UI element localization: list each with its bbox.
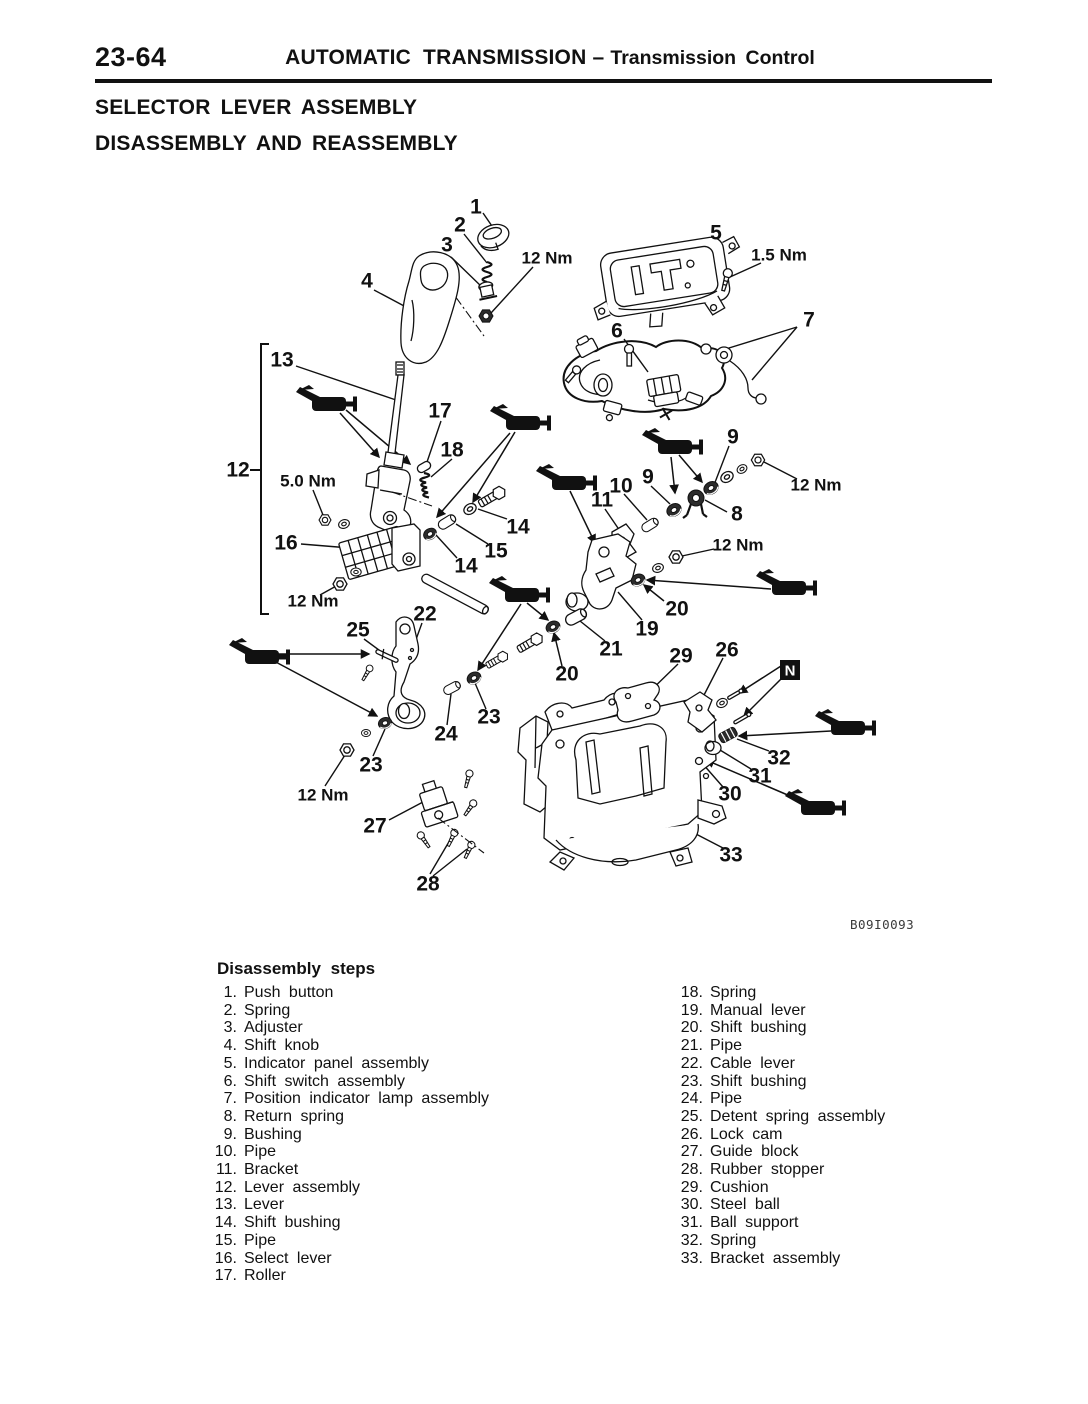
step-label: Spring [710,984,757,1001]
part-number-callout: 21 [599,637,623,661]
step-item [196,1250,489,1268]
shift-bushing-pipe-chain-upper [421,485,507,542]
step-number: 2. [223,1001,237,1019]
step-item [662,1161,885,1179]
steps-column-left [196,984,489,1285]
torque-spec-label: 12 Nm [297,785,349,805]
step-number: 14. [214,1214,237,1232]
push-button-part [475,220,514,254]
step-item [196,1126,489,1144]
part-number-callout: 23 [477,705,501,729]
page-number: 23-64 [95,42,167,72]
step-number: 5. [223,1054,237,1072]
step-item [662,1232,885,1250]
part-number-callout: 28 [416,872,440,896]
step-number: 13. [214,1196,237,1214]
step-label: Spring [710,1231,757,1249]
step-label: Steel ball [710,1196,780,1214]
step-label: Pipe [710,1037,743,1055]
step-label: Pipe [244,1143,277,1161]
part-number-callout: 5 [710,221,722,245]
grease-gun-icon [229,638,290,665]
step-label: Select lever [244,1249,332,1267]
header-dash: – [592,46,605,69]
step-label: Shift bushing [710,1019,807,1037]
part-number-callout: 23 [359,753,383,777]
step-number: 24. [680,1090,703,1108]
part-number-callout: 15 [484,539,508,563]
step-item [662,1143,885,1161]
step-item [196,1267,489,1285]
step-number: 32. [680,1231,703,1249]
part-number-callout: 9 [727,425,739,449]
step-number: 18. [680,984,703,1001]
guide-block-drawing [413,769,484,859]
part-number-callout: 14 [506,515,530,539]
step-label: Push button [244,984,334,1001]
shift-knob-drawing [401,220,513,363]
part-number-callout: 18 [440,438,464,462]
lever-assembly-drawing [366,362,432,534]
step-label: Indicator panel assembly [244,1054,429,1072]
step-label: Pipe [244,1231,277,1249]
step-number: 15. [214,1231,237,1249]
step-item [662,1090,885,1108]
grease-gun-icon [756,569,817,596]
part-number-callout: 26 [715,638,739,662]
step-item [196,1073,489,1091]
step-number: 21. [680,1037,703,1055]
step-number: 31. [680,1214,703,1232]
return-spring-part [683,490,707,518]
step-label: Bushing [244,1125,302,1143]
step-label: Position indicator lamp assembly [244,1090,489,1108]
step-label: Cushion [710,1178,769,1196]
torque-spec-label: 12 Nm [790,475,842,495]
step-item [662,1019,885,1037]
step-number: 10. [214,1143,237,1161]
step-number: 33. [680,1249,703,1267]
part-number-callout: 30 [718,782,742,806]
step-label: Rubber stopper [710,1161,825,1179]
part-number-callout: 27 [363,814,387,838]
part-number-callout: 22 [413,602,437,626]
step-number: 12. [214,1178,237,1196]
step-label: Shift bushing [710,1072,807,1090]
step-label: Lock cam [710,1125,783,1143]
part-number-callout: 17 [428,399,452,423]
part-number-callout: 8 [731,502,743,526]
step-label: Return spring [244,1107,345,1125]
step-number: 17. [214,1267,237,1285]
step-label: Manual lever [710,1001,806,1019]
part-number-callout: 20 [665,597,689,621]
step-number: 28. [680,1161,703,1179]
torque-spec-label: 12 Nm [521,248,573,268]
chapter-title: AUTOMATIC TRANSMISSION [285,46,587,69]
step-number: 19. [680,1001,703,1019]
step-item [196,984,489,1002]
part-number-callout: 14 [454,554,478,578]
step-number: 20. [680,1019,703,1037]
step-label: Spring [244,1001,291,1019]
step-item [662,1214,885,1232]
title-line-1: SELECTOR LEVER ASSEMBLY [95,96,418,119]
step-number: 1. [223,984,237,1001]
step-item [196,1090,489,1108]
part-number-callout: 10 [609,474,633,498]
step-label: Detent spring assembly [710,1107,886,1125]
step-item [196,1143,489,1161]
step-number: 27. [680,1143,703,1161]
part-number-callout: 11 [590,488,614,512]
step-number: 6. [223,1072,237,1090]
step-number: 26. [680,1125,703,1143]
step-number: 8. [223,1107,237,1125]
part-number-callout: 31 [748,764,772,788]
part-number-callout: 32 [767,746,791,770]
step-label: Shift knob [244,1037,320,1055]
step-label: Bracket [244,1161,299,1179]
step-number: 3. [223,1019,237,1037]
step-item [196,1019,489,1037]
part-number-callout: 12 [226,458,250,482]
step-item [662,1055,885,1073]
grease-gun-icon [490,404,551,431]
part-number-callout: 2 [454,213,466,237]
step-label: Guide block [710,1143,799,1161]
step-number: 16. [214,1249,237,1267]
step-number: 23. [680,1072,703,1090]
grease-gun-icon [642,428,703,455]
step-number: 9. [223,1125,237,1143]
step-label: Shift bushing [244,1214,341,1232]
grease-gun-icon [536,464,597,491]
step-item [662,1108,885,1126]
part-number-callout: 29 [669,644,693,668]
step-item [196,1002,489,1020]
step-number: 11. [215,1161,237,1179]
step-item [196,1232,489,1250]
steps-column-right [662,984,885,1267]
n-marker-label: N [784,662,796,680]
step-label: Bracket assembly [710,1249,841,1267]
step-label: Lever assembly [244,1178,361,1196]
part-number-callout: 7 [803,308,815,332]
grease-gun-icon [785,789,846,816]
step-label: Adjuster [244,1019,303,1037]
step-item [196,1037,489,1055]
part-number-callout: 33 [719,843,743,867]
torque-spec-label: 1.5 Nm [751,245,807,265]
step-item [662,1073,885,1091]
step-label: Lever [244,1196,285,1214]
n-marker [780,660,800,680]
step-item [662,1037,885,1055]
title-line-2: DISASSEMBLY AND REASSEMBLY [95,132,458,155]
part-number-callout: 19 [635,617,659,641]
group-12-bracket [261,344,269,614]
step-item [662,984,885,1002]
step-label: Cable lever [710,1054,795,1072]
shift-switch-harness-drawing [564,333,766,423]
part-number-callout: 25 [346,618,370,642]
step-number: 7. [223,1090,237,1108]
steps-heading: Disassembly steps [217,959,376,978]
step-item [196,1196,489,1214]
step-item [196,1055,489,1073]
step-item [662,1179,885,1197]
grease-gun-icon [489,576,550,603]
step-label: Roller [244,1267,286,1285]
step-item [196,1179,489,1197]
part-number-callout: 3 [441,233,453,257]
grease-gun-icon [296,385,357,412]
torque-spec-label: 5.0 Nm [280,471,336,491]
step-number: 29. [680,1178,703,1196]
step-item [662,1002,885,1020]
part-number-callout: 16 [274,531,298,555]
step-item [662,1196,885,1214]
section-name: Transmission Control [610,47,815,69]
step-item [662,1250,885,1268]
torque-spec-label: 12 Nm [287,591,339,611]
step-item [196,1161,489,1179]
part-number-callout: 9 [642,465,654,489]
step-label: Shift switch assembly [244,1072,405,1090]
step-number: 22. [680,1054,703,1072]
part-number-callout: 24 [434,722,458,746]
step-number: 30. [680,1196,703,1214]
part-number-callout: 1 [470,195,482,219]
adjuster-part [476,280,497,299]
step-label: Ball support [710,1214,799,1232]
step-number: 25. [680,1107,703,1125]
step-item [662,1126,885,1144]
part-number-callout: 6 [611,319,623,343]
step-label: Pipe [710,1090,743,1108]
step-item [196,1108,489,1126]
part-number-callout: 4 [361,269,373,293]
step-number: 4. [223,1037,237,1055]
part-number-callout: 13 [270,348,294,372]
figure-code: B09I0093 [850,917,915,932]
torque-spec-label: 12 Nm [712,535,764,555]
step-item [196,1214,489,1232]
part-number-callout: 20 [555,662,579,686]
